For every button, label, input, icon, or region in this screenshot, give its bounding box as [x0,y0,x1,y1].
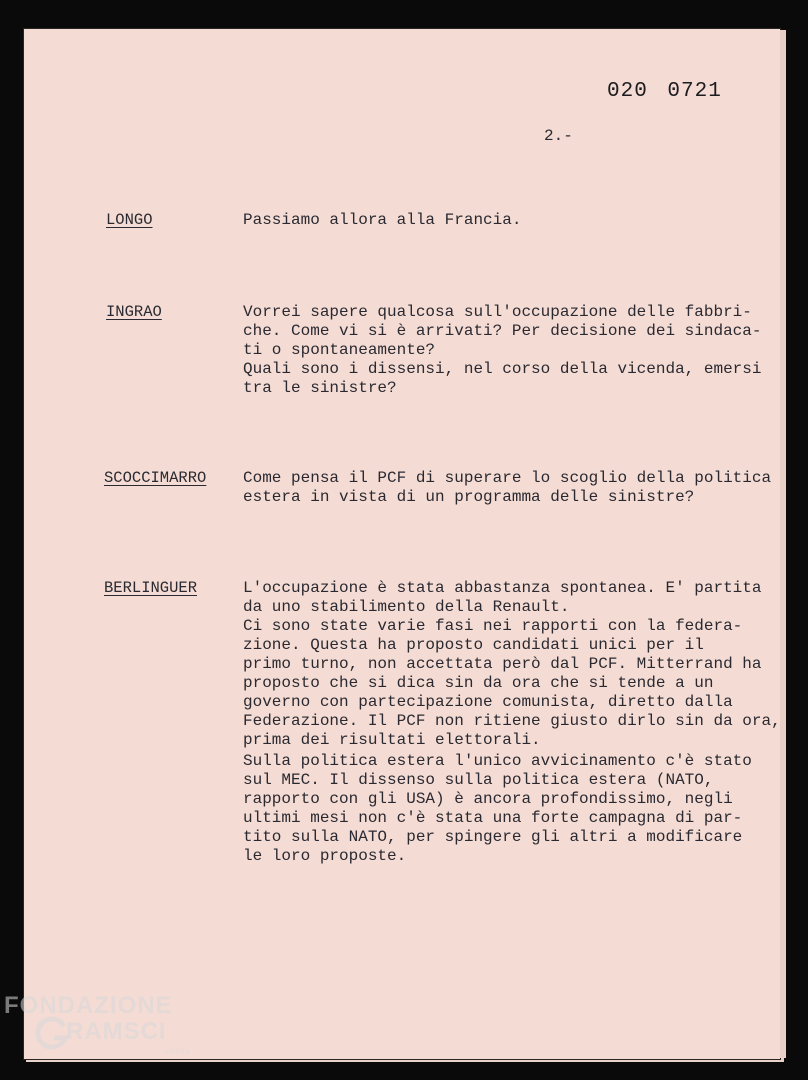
speech-line: sul MEC. Il dissenso sulla politica estera (NATO, [243,771,714,789]
watermark-line2: RAMSCI [66,1018,167,1045]
document-page [23,28,781,1060]
archive-number: 020 0721 [607,80,722,103]
watermark-line1: FONDAZIONE [4,992,173,1019]
speech-line: proposto che si dica sin da ora che si tende a un [243,674,714,692]
speech-line: governo con partecipazione comunista, diretto dalla [243,693,733,711]
speech-line: Passiamo allora alla Francia. [243,211,522,229]
speech-line: ultimi mesi non c'è stata una forte campagna di par- [243,809,743,827]
speaker-berlinguer: BERLINGUER [104,579,198,597]
speech-line: Come pensa il PCF di superare lo scoglio della politica [243,469,772,487]
speech-line: ti o spontaneamente? [243,341,436,359]
speech-line: le loro proposte. [243,847,407,865]
fondazione-gramsci-watermark [4,992,204,1062]
speech-longo [243,211,521,230]
speech-line: Ci sono state varie fasi nei rapporti con la federa- [243,617,743,635]
speech-line: tito sulla NATO, per spingere gli altri a modificare [243,828,743,846]
speech-line: da uno stabilimento della Renault. [243,598,570,616]
speech-line: Sulla politica estera l'unico avvicinamento c'è stato [243,752,752,770]
speech-scoccimarro [243,469,771,507]
speech-line: zione. Questa ha proposto candidati unici per il [243,636,704,654]
gramsci-g-logo-icon [34,1016,70,1052]
speech-line: L'occupazione è stata abbastanza spontanea. E' partita [243,579,762,597]
speaker-longo: LONGO [106,211,153,229]
speaker-ingrao: INGRAO [106,303,162,321]
speech-line: tra le sinistre? [243,379,397,397]
speech-ingrao [243,303,761,398]
speech-line: rapporto con gli USA) è ancora profondissimo, negli [243,790,733,808]
speech-line: estera in vista di un programma delle sinistre? [243,488,695,506]
speaker-scoccimarro: SCOCCIMARRO [104,469,207,487]
speech-line: primo turno, non accettata però dal PCF. Mitterrand ha [243,655,762,673]
page-edge [780,30,786,1058]
speech-line: prima dei risultati elettorali. [243,731,541,749]
page-number: 2.- [544,127,573,145]
watermark-sub: onlus [164,1046,191,1056]
speech-line: Federazione. Il PCF non ritiene giusto dirlo sin da ora, [243,712,781,730]
speech-berlinguer-part2 [243,752,752,866]
speech-line: Vorrei sapere qualcosa sull'occupazione delle fabbri- [243,303,752,321]
speech-berlinguer-part1 [243,579,781,750]
speech-line: Quali sono i dissensi, nel corso della vicenda, emersi [243,360,762,378]
speech-line: che. Come vi si è arrivati? Per decisione dei sindaca- [243,322,762,340]
